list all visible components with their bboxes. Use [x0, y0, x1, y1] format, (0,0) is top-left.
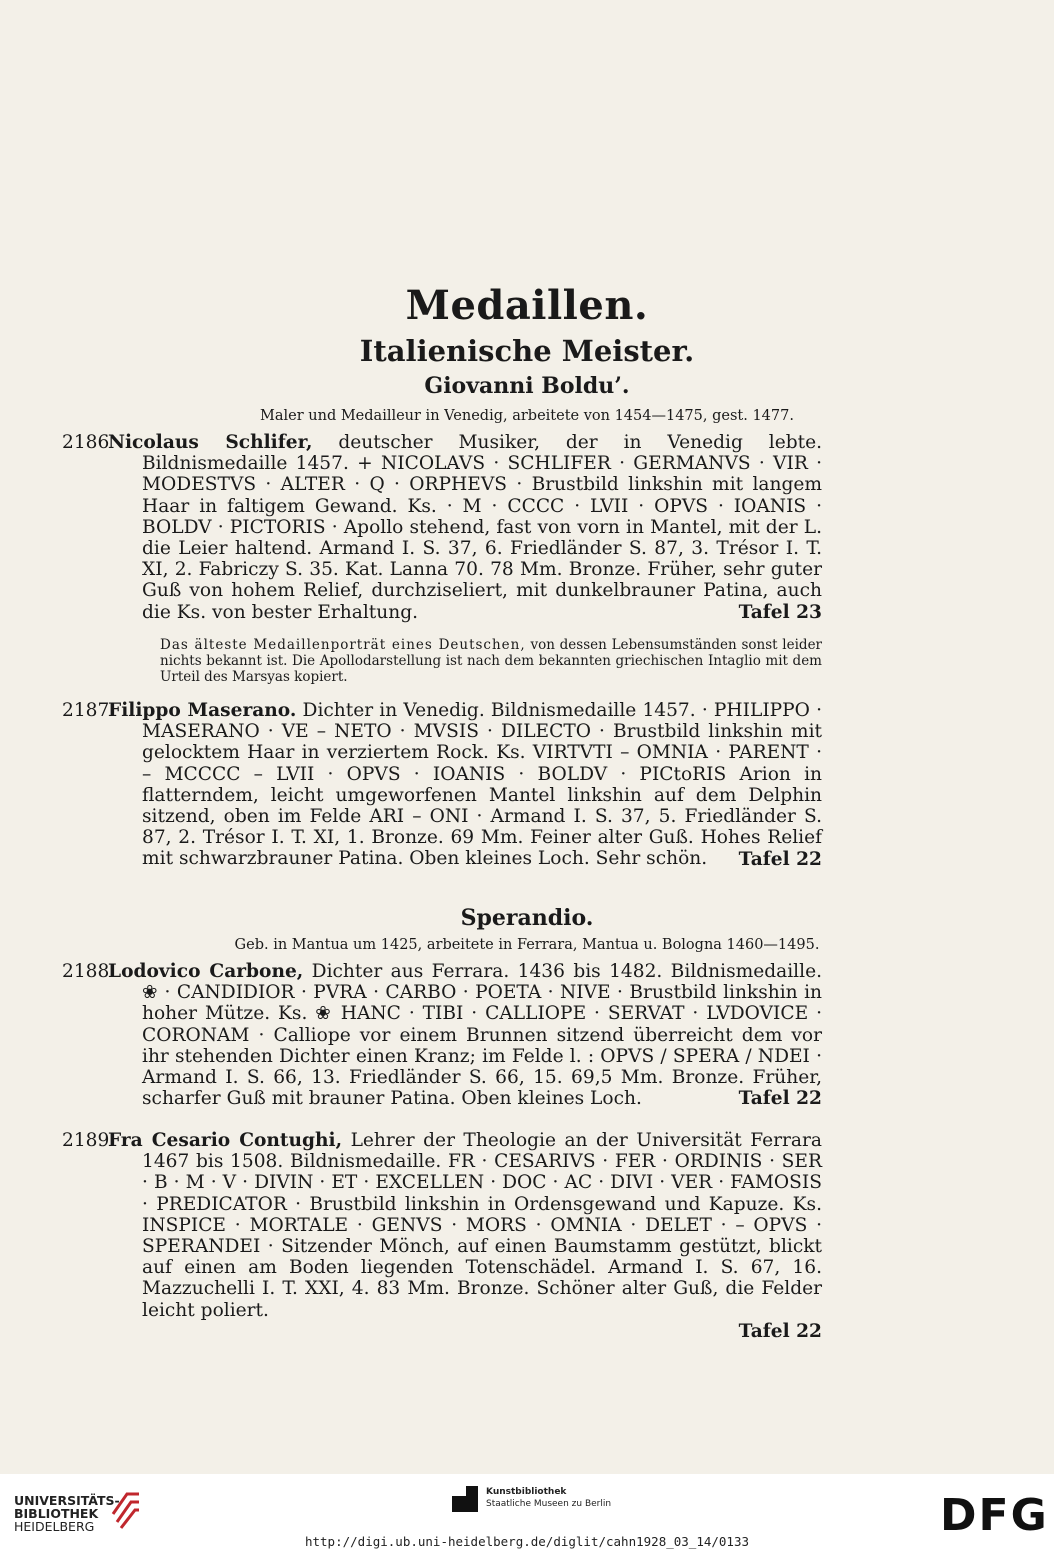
kunstbibliothek-logo-icon: [450, 1484, 480, 1514]
entry-number: 2187: [62, 700, 110, 721]
library-logo-text[interactable]: [14, 1494, 120, 1533]
tafel-ref: Tafel 22: [738, 848, 822, 870]
entry-note-2186: [160, 637, 822, 685]
heidelberg-logo-icon: [107, 1484, 143, 1530]
artist-info-boldu: Maler und Medailleur in Venedig, arbeitete von 1454—1475, gest. 1477.: [260, 408, 794, 424]
tafel-ref: Tafel 23: [738, 601, 822, 623]
entry-name: Nicolaus Schlifer,: [108, 432, 313, 453]
catalog-entry-2186: [62, 432, 822, 623]
catalog-entry-2189: [62, 1130, 822, 1342]
bleed-through: [150, 175, 159, 205]
entry-number: 2188: [62, 961, 110, 982]
entry-name: Fra Cesario Contughi,: [108, 1130, 343, 1151]
note-lead: Das älteste Medaillenporträt eines Deutschen,: [160, 637, 526, 653]
catalog-entry-2188: [62, 961, 822, 1110]
entry-text: deutscher Musiker, der in Venedig lebte. Bildnismedaille 1457. + NICOLAVS · SCHLIFER · GERMANVS · VIR · MODESTVS · ALTER · Q · ORPHEVS · Brustbild linkshin mit langem Haar in faltigem Gewand. Ks. · M · CCCC · LVII · OPVS · IOANIS · BOLDV · PICTORIS · Apollo stehend, fast von vorn in Mantel, mit der L. die Leier haltend. Armand I. S. 37, 6. Friedländer S. 87, 3. Trésor I. T. XI, 2. Fabriczy S. 35. Kat. Lanna 70. 78 Mm. Bronze. Früher, sehr guter Guß von hohem Relief, durchziseliert, mit dunkelbrauner Patina, auch die Ks. von bester Erhaltung.: [142, 432, 822, 623]
entry-text: Dichter in Venedig. Bildnismedaille 1457. · PHILIPPO · MASERANO · VE – NETO · MVSIS · DILECTO · Brustbild linkshin mit gelocktem Haar in verziertem Rock. Ks. VIRTVTI – OMNIA · PARENT · – MCCCC – LVII · OPVS · IOANIS · BOLDV · PICtoRIS Arion in flatterndem, leicht umgeworfenen Mantel linkshin auf dem Delphin sitzend, oben im Felde ARI – ONI · Armand I. S. 37, 5. Friedländer S. 87, 2. Trésor I. T. XI, 1. Bronze. 69 Mm. Feiner alter Guß. Hohes Relief mit schwarzbrauner Patina. Oben kleines Loch. Sehr schön.: [142, 700, 822, 870]
library-line: UNIVERSITÄTS-: [14, 1493, 120, 1508]
note-text: von dessen Lebensumständen sonst leider nichts bekannt ist. Die Apollodarstellung ist nach dem bekannten griechischen Intaglio mit dem Urteil des Marsyas kopiert.: [160, 637, 823, 685]
entry-name: Filippo Maserano.: [108, 700, 297, 721]
library-line: BIBLIOTHEK: [14, 1506, 99, 1521]
tafel-ref: Tafel 22: [738, 1320, 822, 1342]
page-title: Medaillen.: [405, 282, 649, 329]
artist-heading-boldu: Giovanni Boldu’.: [424, 373, 630, 399]
artist-info-sperandio: Geb. in Mantua um 1425, arbeitete in Ferrara, Mantua u. Bologna 1460—1495.: [234, 937, 820, 953]
entry-text: Dichter aus Ferrara. 1436 bis 1482. Bildnismedaille. ❀ · CANDIDIOR · PVRA · CARBO · POETA · NIVE · Brustbild linkshin in hoher Mütze. Ks. ❀ HANC · TIBI · CALLIOPE · SERVAT · LVDOVICE · CORONAM · Calliope vor einem Brunnen sitzend überreicht dem vor ihr stehenden Dichter einen Kranz; im Felde l. : OPVS / SPERA / NDEI · Armand I. S. 66, 13. Friedländer S. 66, 15. 69,5 Mm. Bronze. Früher, scharfer Guß mit brauner Patina. Oben kleines Loch.: [142, 961, 822, 1110]
tafel-ref: Tafel 22: [738, 1088, 822, 1110]
artist-heading-sperandio: Sperandio.: [460, 905, 594, 931]
kunstbibliothek-text[interactable]: [486, 1486, 611, 1510]
entry-name: Lodovico Carbone,: [108, 961, 304, 982]
kb-line: Staatliche Museen zu Berlin: [486, 1499, 612, 1509]
library-line: HEIDELBERG: [14, 1519, 95, 1534]
dfg-logo[interactable]: DFG: [940, 1490, 1049, 1541]
kb-line: Kunstbibliothek: [486, 1487, 567, 1497]
entry-number: 2186: [62, 432, 110, 453]
section-title: Italienische Meister.: [359, 334, 695, 368]
entry-number: 2189: [62, 1130, 110, 1151]
catalog-entry-2187: [62, 700, 822, 870]
entry-text: Lehrer der Theologie an der Universität Ferrara 1467 bis 1508. Bildnismedaille. FR · CESARIVS · FER · ORDINIS · SER · B · M · V · DIVIN · ET · EXCELLEN · DOC · AC · DIVI · VER · FAMOSIS · PREDICATOR · Brustbild linkshin in Ordensgewand und Kapuze. Ks. INSPICE · MORTALE · GENVS · MORS · OMNIA · DELET · – OPVS · SPERANDEI · Sitzender Mönch, auf einen Baumstamm gestützt, blickt auf einen am Boden liegenden Totenschädel. Armand I. S. 67, 16. Mazzuchelli I. T. XXI, 4. 83 Mm. Bronze. Schöner alter Guß, die Felder leicht poliert.: [142, 1130, 822, 1321]
source-url[interactable]: http://digi.ub.uni-heidelberg.de/diglit/cahn1928_03_14/0133: [304, 1534, 749, 1549]
